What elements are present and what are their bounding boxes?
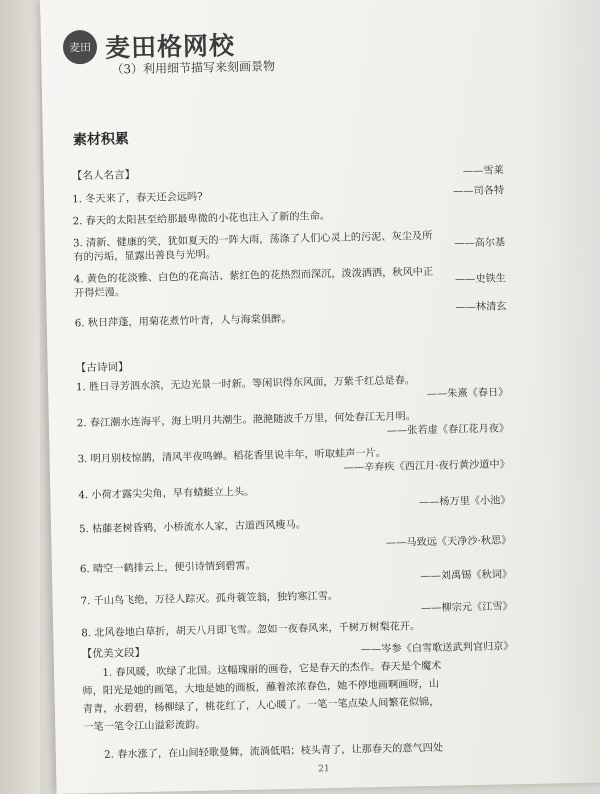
quote-text: 2. 春天的太阳甚至给那最卑微的小花也注入了新的生命。 (72, 210, 331, 228)
quote-text: 1. 冬天来了，春天还会远吗? (72, 191, 203, 206)
quote-text: 4. 黄色的花淡雅、白色的花高洁、紫红色的花热烈而深沉，泼泼洒洒，秋风中正 (73, 266, 434, 286)
poem-text: 5. 枯藤老树昏鸦，小桥流水人家，古道西风瘦马。 (78, 519, 307, 536)
poem-text: 3. 明月别枝惊鹊，清风半夜鸣蝉。稻花香里说丰年，听取蛙声一片。 (77, 447, 387, 466)
passage-line: 青青，水碧碧，杨柳绿了，桃花红了，人心暖了。一笔一笔点染人间繁花似锦， (82, 696, 440, 716)
quote-text-cont: 开得烂漫。 (74, 287, 126, 300)
quote-text: 3. 清新、健康的笑，犹如夏天的一阵大雨，荡涤了人们心灵上的污泥、灰尘及所 (72, 230, 433, 250)
brand-name: 麦田格网校 (104, 30, 236, 63)
poem-author: ——朱熹《春日》 (426, 387, 509, 400)
section-title: 素材积累 (72, 131, 130, 149)
page-number: 21 (318, 764, 330, 775)
poem-author: ——柳宗元《江雪》 (421, 601, 513, 615)
poem-text: 1. 胜日寻芳泗水滨，无边光景一时新。等闲识得东风面，万紫千红总是春。 (76, 375, 416, 394)
quotes-group (72, 160, 507, 331)
poem-text: 2. 春江潮水连海平，海上明月共潮生。滟滟随波千万里，何处春江无月明。 (76, 411, 416, 430)
passages-tag: 【优美文段】 (81, 646, 146, 661)
poem-text: 4. 小荷才露尖尖角，早有蜻蜓立上头。 (78, 486, 255, 502)
lesson-subtitle: （3）利用细节描写来刻画景物 (111, 59, 276, 77)
passage-line: 2. 春水涨了，在山间轻歌曼舞，流淌低唱；枝头青了，让那春天的意气四处 (104, 742, 444, 761)
document-page (40, 0, 600, 794)
logo-icon: 麦田 (63, 30, 98, 65)
poem-author: ——辛弃疾《西江月·夜行黄沙道中》 (343, 459, 510, 474)
passage-line: 1. 春风暖，吹绿了北国。这幅瑰丽的画卷，它是春天的杰作。春天是个魔术 (102, 660, 442, 679)
quote-text-cont: 有的污垢，显露出善良与光明。 (73, 249, 217, 264)
quote-author: ——高尔基 (454, 237, 506, 250)
poem-text: 8. 北风卷地白草折，胡天八月即飞雪。忽如一夜春风来，千树万树梨花开。 (81, 621, 421, 640)
quote-author: ——史铁生 (454, 273, 507, 286)
passage-line: 师，阳光是她的画笔，大地是她的画板，蘸着浓浓春色，她不停地画啊画呀，山 (82, 678, 440, 698)
poems-group (76, 352, 514, 663)
quote-author: ——司各特 (453, 185, 505, 198)
poem-author: ——刘禹锡《秋词》 (420, 569, 513, 583)
quote-author: ——雪莱 (462, 165, 504, 178)
underlying-page-edge (0, 0, 40, 794)
passages-group (82, 638, 516, 765)
quotes-tag: 【名人名言】 (71, 169, 136, 183)
passage-line: 一笔一笔令江山溢彩流韵。 (83, 719, 206, 734)
poem-author: ——张若虚《春江花月夜》 (386, 423, 510, 437)
poem-text: 6. 晴空一鹤排云上，便引诗情到碧霄。 (79, 560, 256, 576)
quote-text: 6. 秋日萍蓬，用菊花煮竹叶青，人与海棠俱醉。 (74, 313, 292, 330)
page-fold-shadow (530, 0, 600, 784)
poem-text: 7. 千山鸟飞绝，万径人踪灭。孤舟蓑笠翁，独钓寒江雪。 (80, 590, 339, 608)
poem-author: ——岑参《白雪歌送武判官归京》 (360, 641, 514, 656)
quote-author: ——林清玄 (455, 301, 507, 314)
poems-tag: 【古诗词】 (75, 361, 129, 375)
poem-author: ——杨万里《小池》 (418, 495, 511, 509)
poem-author: ——马致远《天净沙·秋思》 (385, 535, 512, 549)
